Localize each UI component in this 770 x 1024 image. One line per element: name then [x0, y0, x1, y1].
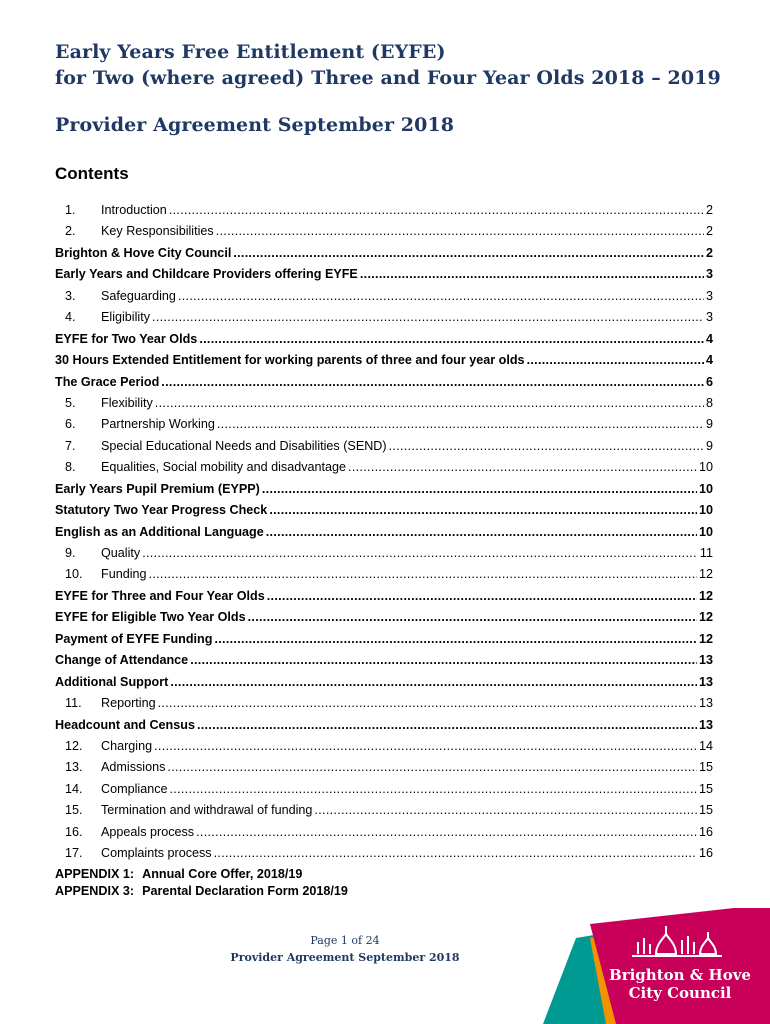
- toc-dot-leader: [217, 414, 704, 435]
- appendix-1[interactable]: [55, 867, 302, 881]
- toc-dot-leader: [348, 457, 697, 478]
- logo-text-line2: City Council: [628, 984, 732, 1002]
- toc-entry[interactable]: [55, 393, 715, 414]
- toc-dot-leader: [269, 500, 697, 521]
- toc-entry[interactable]: [55, 543, 715, 564]
- toc-dot-leader: [170, 672, 697, 693]
- toc-dot-leader: [267, 586, 697, 607]
- toc-entry[interactable]: [55, 500, 715, 521]
- document-title-line-1: Early Years Free Entitlement (EYFE): [55, 41, 446, 63]
- toc-entry-number: 2.: [65, 224, 76, 239]
- toc-entry-label: Brighton & Hove City Council: [55, 245, 232, 260]
- toc-entry-page: 4: [705, 331, 713, 346]
- toc-entry-page: 16: [698, 846, 713, 861]
- toc-entry[interactable]: [55, 779, 715, 800]
- toc-dot-leader: [155, 393, 704, 414]
- toc-entry-label: Early Years Pupil Premium (EYPP): [55, 481, 260, 496]
- toc-entry-page: 10: [698, 460, 713, 475]
- toc-entry-label: Special Educational Needs and Disabilities (SEND): [101, 438, 387, 453]
- toc-entry-number: 15.: [65, 803, 83, 818]
- toc-entry-page: 6: [705, 374, 713, 389]
- toc-entry-label: Key Responsibilities: [101, 224, 214, 239]
- appendix-separator: :: [129, 867, 135, 881]
- toc-entry-page: 3: [705, 267, 713, 282]
- toc-entry-number: 3.: [65, 288, 76, 303]
- toc-entry[interactable]: [55, 757, 715, 778]
- brighton-hove-logo: [540, 908, 770, 1024]
- appendix-label: APPENDIX 1: [55, 867, 130, 881]
- toc-entry-page: 8: [705, 395, 713, 410]
- toc-dot-leader: [216, 221, 704, 242]
- toc-dot-leader: [214, 629, 697, 650]
- appendix-3[interactable]: [55, 884, 348, 898]
- toc-entry-page: 9: [705, 417, 713, 432]
- toc-entry-label: Appeals process: [101, 824, 195, 839]
- toc-entry-page: 15: [698, 803, 713, 818]
- toc-dot-leader: [527, 350, 704, 371]
- page-prefix: Page: [310, 934, 341, 947]
- toc-entry[interactable]: [55, 350, 715, 371]
- toc-entry-page: 13: [698, 717, 713, 732]
- toc-entry[interactable]: [55, 715, 715, 736]
- toc-dot-leader: [161, 372, 704, 393]
- contents-heading: Contents: [55, 164, 129, 183]
- toc-entry-number: 8.: [65, 460, 76, 475]
- toc-entry-page: 2: [705, 203, 713, 217]
- toc-entry[interactable]: [55, 479, 715, 500]
- toc-entry[interactable]: [55, 329, 715, 350]
- toc-entry[interactable]: [55, 414, 715, 435]
- table-of-contents: [55, 200, 715, 865]
- toc-entry-page: 12: [698, 588, 713, 603]
- toc-dot-leader: [190, 650, 697, 671]
- toc-entry-label: Headcount and Census: [55, 717, 195, 732]
- toc-entry-label: Quality: [101, 546, 141, 560]
- toc-entry-label: Complaints process: [101, 846, 212, 861]
- appendix-title: Annual Core Offer, 2018/19: [142, 867, 303, 881]
- toc-entry-page: 3: [705, 310, 713, 325]
- toc-dot-leader: [178, 286, 704, 307]
- toc-entry-number: 16.: [65, 824, 83, 839]
- toc-entry-page: 13: [698, 653, 713, 668]
- toc-entry-page: 10: [698, 503, 713, 518]
- toc-dot-leader: [314, 800, 697, 821]
- toc-entry-page: 10: [698, 524, 713, 539]
- toc-entry-label: Equalities, Social mobility and disadvantage: [101, 460, 347, 475]
- toc-entry-page: 12: [698, 610, 713, 625]
- toc-dot-leader: [196, 822, 697, 843]
- toc-entry-number: 12.: [65, 738, 83, 753]
- toc-entry[interactable]: [55, 221, 715, 242]
- toc-entry[interactable]: [55, 436, 715, 457]
- toc-entry-page: 4: [705, 353, 713, 368]
- toc-entry-label: Eligibility: [101, 310, 150, 325]
- toc-dot-leader: [389, 436, 704, 457]
- toc-entry-label: EYFE for Eligible Two Year Olds: [55, 610, 246, 625]
- toc-entry-label: Additional Support: [55, 674, 169, 689]
- toc-dot-leader: [170, 779, 697, 800]
- toc-entry-page: 2: [705, 224, 713, 239]
- toc-entry-label: Compliance: [101, 781, 168, 796]
- toc-dot-leader: [199, 329, 704, 350]
- appendix-label: APPENDIX 3: [55, 884, 130, 898]
- toc-entry[interactable]: [55, 650, 715, 671]
- toc-entry-label: English as an Additional Language: [55, 524, 264, 539]
- toc-dot-leader: [214, 843, 697, 864]
- page-of: of: [347, 934, 366, 947]
- toc-entry-number: 1.: [65, 203, 76, 217]
- toc-dot-leader: [149, 564, 697, 585]
- toc-entry-page: 13: [698, 696, 713, 711]
- toc-entry[interactable]: [55, 672, 715, 693]
- toc-dot-leader: [233, 243, 704, 264]
- toc-dot-leader: [197, 715, 697, 736]
- toc-dot-leader: [360, 264, 704, 285]
- toc-dot-leader: [154, 736, 697, 757]
- toc-entry-label: EYFE for Three and Four Year Olds: [55, 588, 265, 603]
- toc-entry[interactable]: [55, 693, 715, 714]
- toc-entry-label: The Grace Period: [55, 374, 160, 389]
- page-total: 24: [365, 934, 380, 947]
- toc-entry-page: 12: [698, 567, 713, 582]
- appendix-title: Parental Declaration Form 2018/19: [142, 884, 348, 898]
- toc-entry-number: 9.: [65, 546, 76, 560]
- toc-dot-leader: [158, 693, 697, 714]
- toc-entry[interactable]: [55, 243, 715, 264]
- toc-entry[interactable]: [55, 800, 715, 821]
- toc-entry[interactable]: [55, 457, 715, 478]
- toc-entry-number: 11.: [65, 696, 82, 711]
- toc-entry[interactable]: [55, 629, 715, 650]
- toc-entry[interactable]: [55, 522, 715, 543]
- toc-dot-leader: [266, 522, 697, 543]
- toc-entry-label: Flexibility: [101, 395, 153, 410]
- toc-entry-label: 30 Hours Extended Entitlement for working parents of three and four year olds: [55, 353, 525, 368]
- toc-entry-page: 16: [698, 824, 713, 839]
- toc-entry-label: Safeguarding: [101, 288, 176, 303]
- toc-entry-label: Admissions: [101, 760, 166, 775]
- toc-entry[interactable]: [55, 843, 715, 864]
- toc-entry[interactable]: [55, 307, 715, 328]
- toc-entry-label: Change of Attendance: [55, 653, 189, 668]
- logo-text-line1: Brighton & Hove: [609, 966, 751, 984]
- toc-entry[interactable]: [55, 736, 715, 757]
- toc-entry-label: Charging: [101, 738, 153, 753]
- toc-entry[interactable]: [55, 286, 715, 307]
- toc-dot-leader: [152, 307, 704, 328]
- toc-entry-number: 4.: [65, 310, 76, 325]
- toc-entry[interactable]: [55, 586, 715, 607]
- toc-entry-page: 12: [698, 631, 713, 646]
- toc-entry-page: 13: [698, 674, 713, 689]
- toc-entry[interactable]: [55, 200, 715, 221]
- toc-entry-number: 13.: [65, 760, 83, 775]
- toc-entry-label: Reporting: [101, 696, 156, 711]
- toc-entry-page: 14: [698, 738, 713, 753]
- toc-entry-page: 15: [698, 760, 713, 775]
- toc-entry[interactable]: [55, 564, 715, 585]
- toc-entry-number: 5.: [65, 395, 76, 410]
- toc-entry-label: Statutory Two Year Progress Check: [55, 503, 268, 518]
- toc-entry-page: 9: [705, 438, 713, 453]
- toc-entry-page: 3: [705, 288, 713, 303]
- toc-entry-label: Funding: [101, 567, 147, 582]
- toc-dot-leader: [142, 543, 698, 564]
- toc-entry[interactable]: [55, 607, 715, 628]
- toc-entry-label: Introduction: [101, 203, 167, 217]
- toc-entry-label: Payment of EYFE Funding: [55, 631, 213, 646]
- toc-dot-leader: [169, 200, 704, 221]
- document-subtitle: Provider Agreement September 2018: [55, 114, 455, 136]
- toc-entry-number: 6.: [65, 417, 76, 432]
- toc-entry[interactable]: [55, 264, 715, 285]
- toc-entry-label: Partnership Working: [101, 417, 215, 432]
- appendix-separator: :: [129, 884, 135, 898]
- toc-entry-number: 7.: [65, 438, 76, 453]
- document-title-line-2: for Two (where agreed) Three and Four Year Olds 2018 – 2019: [55, 67, 721, 89]
- toc-dot-leader: [262, 479, 697, 500]
- toc-entry-page: 15: [698, 781, 713, 796]
- toc-entry-number: 14.: [65, 781, 83, 796]
- toc-entry-label: Early Years and Childcare Providers offering EYFE: [55, 267, 358, 282]
- toc-entry-page: 2: [705, 245, 713, 260]
- toc-dot-leader: [248, 607, 697, 628]
- toc-entry[interactable]: [55, 822, 715, 843]
- page-current: 1: [340, 934, 348, 947]
- toc-entry-label: Termination and withdrawal of funding: [101, 803, 313, 818]
- toc-entry-number: 10.: [65, 567, 83, 582]
- toc-entry-page: 11: [699, 546, 713, 560]
- toc-entry-label: EYFE for Two Year Olds: [55, 331, 198, 346]
- toc-entry[interactable]: [55, 372, 715, 393]
- toc-entry-page: 10: [698, 481, 713, 496]
- toc-dot-leader: [167, 757, 697, 778]
- footer-document-name: Provider Agreement September 2018: [230, 951, 460, 964]
- toc-entry-number: 17.: [65, 846, 83, 861]
